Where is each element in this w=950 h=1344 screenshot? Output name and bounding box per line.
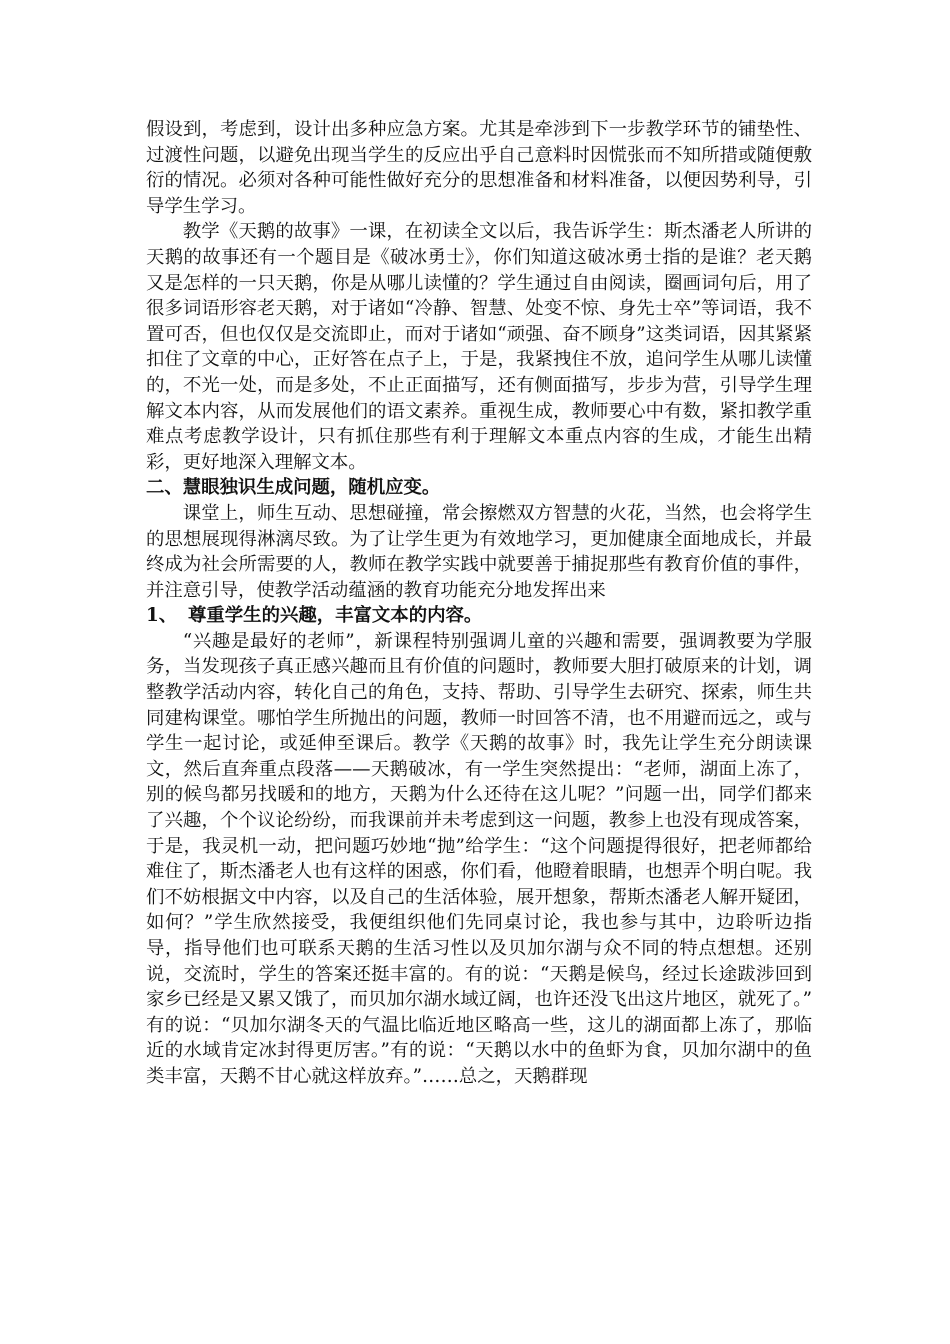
subsection-heading-1 (146, 603, 812, 629)
paragraph-student-interest: “兴趣是最好的老师”，新课程特别强调儿童的兴趣和需要，强调教要为学服务，当发现孩子真正感兴趣而且有价值的问题时，教师要大胆打破原来的计划，调整教学活动内容，转化自己的角色，支持、帮助、引导学生去研究、探索，师生共同建构课堂。哪怕学生所抛出的问题，教师一时回答不清，也不用避而远之，或与学生一起讨论，或延伸至课后。教学《天鹅的故事》时，我先让学生充分朗读课文，然后直奔重点段落——天鹅破冰，有一学生突然提出：“老师，湖面上冻了，别的候鸟都另找暖和的地方，天鹅为什么还待在这儿呢？”问题一出，同学们都来了兴趣，个个议论纷纷，而我课前并未考虑到这一问题，教参上也没有现成答案，于是，我灵机一动，把问题巧妙地“抛”给学生：“这个问题提得很好，把老师都给难住了，斯杰潘老人也有这样的困惑，你们看，他瞪着眼睛，也想弄个明白呢。我们不妨根据文中内容，以及自己的生活体验，展开想象，帮斯杰潘老人解开疑团，如何？”学生欣然接受，我便组织他们先同桌讨论，我也参与其中，边聆听边指导，指导他们也可联系天鹅的生活习性以及贝加尔湖与众不同的特点想想。还别说，交流时，学生的答案还挺丰富的。有的说：“天鹅是候鸟，经过长途跋涉回到家乡已经是又累又饿了，而贝加尔湖水域辽阔，也许还没飞出这片地区，就死了。” 有的说：“贝加尔湖冬天的气温比临近地区略高一些，这儿的湖面都上冻了，那临近的水域肯定冰封得更厉害。”有的说：“天鹅以水中的鱼虾为食，贝加尔湖中的鱼类丰富，天鹅不甘心就这样放弃。”……总之，天鹅群现 (146, 630, 812, 1087)
paragraph-contingency-plans: 假设到，考虑到，设计出多种应急方案。尤其是牵涉到下一步教学环节的铺垫性、过渡性问题，以避免出现当学生的反应出乎自己意料时因慌张而不知所措或随便敷衍的情况。必须对各种可能性做好充分的思想准备和材料准备，以便因势利导，引导学生学习。 (146, 119, 812, 217)
paragraph-swan-story-lesson: 教学《天鹅的故事》一课，在初读全文以后，我告诉学生：斯杰潘老人所讲的天鹅的故事还有一个题目是《破冰勇士》，你们知道这破冰勇士指的是谁？老天鹅又是怎样的一只天鹅，你是从哪儿读懂的？学生通过自由阅读，圈画词句后，用了很多词语形容老天鹅，对于诸如“冷静、智慧、处变不惊、身先士卒”等词语，我不置可否，但也仅仅是交流即止，而对于诸如“顽强、奋不顾身”这类词语，因其紧紧扣住了文章的中心，正好答在点子上，于是，我紧拽住不放，追问学生从哪儿读懂的，不光一处，而是多处，不止正面描写，还有侧面描写，步步为营，引导学生理解文本内容，从而发展他们的语文素养。重视生成，教师要心中有数，紧扣教学重难点考虑教学设计，只有抓住那些有利于理解文本重点内容的生成，才能生出精彩，更好地深入理解文本。 (146, 221, 812, 473)
subsection-number: 1、 (146, 605, 178, 627)
paragraph-classroom-interaction: 课堂上，师生互动、思想碰撞，常会擦燃双方智慧的火花，当然，也会将学生的思想展现得淋漓尽致。为了让学生更为有效地学习，更加健康全面地成长，并最终成为社会所需要的人，教师在教学实践中就要善于捕捉那些有教育价值的事件，并注意引导，使教学活动蕴涵的教育功能充分地发挥出来 (146, 502, 812, 601)
section-heading-2: 二、慧眼独识生成问题，随机应变。 (146, 477, 441, 499)
subsection-title: 尊重学生的兴趣，丰富文本的内容。 (188, 605, 483, 627)
document-page (146, 117, 812, 1090)
